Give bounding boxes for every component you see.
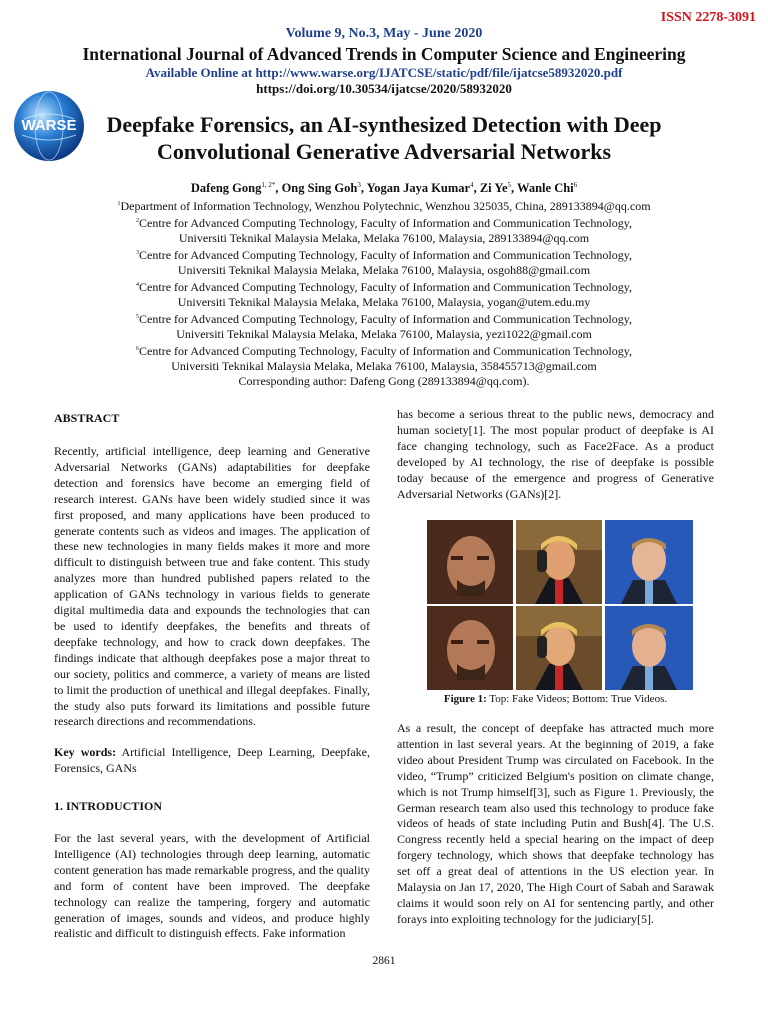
affiliation-text: Department of Information Technology, Wenzhou Polytechnic, Wenzhou 325035, China, 289133894@qq.com <box>120 199 651 213</box>
affiliation-text: Centre for Advanced Computing Technology, Faculty of Information and Communication Technology, <box>139 280 632 294</box>
author-name: Yogan Jaya Kumar <box>366 181 471 196</box>
author-name: Zi Ye <box>479 181 508 196</box>
affiliation-mark: 2 <box>136 218 140 224</box>
author-separator: , <box>511 181 518 196</box>
affiliation-line <box>0 214 768 231</box>
affiliation-line <box>0 231 768 246</box>
affiliation-line <box>0 327 768 342</box>
keywords-text: Artificial Intelligence, Deep Learning, Deepfake, Forensics, GANs <box>54 745 370 775</box>
author-name: Wanle Chi <box>517 181 574 196</box>
affiliation-text: Universiti Teknikal Malaysia Melaka, Melaka 76100, Malaysia, 289133894@qq.com <box>178 231 590 245</box>
fake-frame-3 <box>605 520 693 604</box>
keywords-label: Key words: <box>54 745 117 759</box>
affiliation-text: Universiti Teknikal Malaysia Melaka, Melaka 76100, Malaysia, osgoh88@gmail.com <box>177 263 591 277</box>
fake-frame-2 <box>516 520 602 604</box>
abstract-text: Recently, artificial intelligence, deep learning and Generative Adversarial Networks (GANs) adaptabilities for deepfake detection and forensics have become an emerging field of research interest. GANs have been widely studied since it was first proposed, and many applications have been produced to generate contents such as videos and images. The application of these new technologies in many fields makes it more and more difficult to distinguish between true and fake content. This study analyzes more than hundred published papers related to the application of GANs technology in various fields to generate digital multimedia data and expounds the technologies that can be used to identify deepfakes, the benefits and threats of deepfake technology, and how to crack down deepfakes. The findings indicate that although deepfakes pose a major threat to our society, politics and commerce, a variety of means are listed to limit the production of unethical and illegal deepfakes. Finally, the study also puts forward its limitations and possible future research directions and recommendations. <box>54 444 370 729</box>
affiliation-mark: 3 <box>136 250 140 256</box>
title-line: Convolutional Generative Adversarial Networks <box>156 139 612 164</box>
figure-label: Figure 1: <box>443 693 487 705</box>
introduction-text: For the last several years, with the development of Artificial Intelligence (AI) technologies through deep learning, automatic content generation has made remarkable progress, and the quality and form of content have been improved. The deepfake technology can realize the tampering, forgery and automatic generation of images, sounds and videos, and produce highly realistic and difficult to distinguish effects. Fake information <box>54 831 370 941</box>
affiliation-text: Centre for Advanced Computing Technology, Faculty of Information and Communication Technology, <box>139 216 632 230</box>
author-affiliation-mark: 4 <box>470 181 474 189</box>
keywords <box>54 745 370 777</box>
abstract-heading: ABSTRACT <box>54 411 120 425</box>
affiliation-text: Centre for Advanced Computing Technology, Faculty of Information and Communication Technology, <box>139 248 632 262</box>
affiliation-line <box>0 359 768 374</box>
title-line: Deepfake Forensics, an AI-synthesized Detection with Deep <box>106 112 662 137</box>
affiliation-text: Universiti Teknikal Malaysia Melaka, Melaka 76100, Malaysia, yezi1022@gmail.com <box>176 327 592 341</box>
affiliation-line <box>0 310 768 327</box>
affiliation-text: Universiti Teknikal Malaysia Melaka, Melaka 76100, Malaysia, yogan@utem.edu.my <box>177 295 591 309</box>
logo-text: WARSE <box>21 117 77 134</box>
affiliation-line <box>0 342 768 359</box>
doi-link[interactable]: https://doi.org/10.30534/ijatcse/2020/58932020 <box>256 81 512 96</box>
affiliation-text: Universiti Teknikal Malaysia Melaka, Melaka 76100, Malaysia, 358455713@gmail.com <box>171 359 597 373</box>
true-frame-3 <box>605 606 693 690</box>
affiliation-mark: 5 <box>136 314 140 320</box>
true-frame-2 <box>516 606 602 690</box>
introduction-heading: 1. INTRODUCTION <box>54 799 163 813</box>
true-frame-1 <box>427 606 513 690</box>
affiliation-mark: 4 <box>136 282 140 288</box>
author-list <box>0 181 768 196</box>
available-online-link[interactable]: Available Online at http://www.warse.org/IJATCSE/static/pdf/file/ijatcse58932020.pdf <box>145 65 623 80</box>
affiliation-line <box>0 197 768 214</box>
fake-frame-1 <box>427 520 513 604</box>
affiliation-line <box>0 295 768 310</box>
right-column-paragraph-2: As a result, the concept of deepfake has attracted much more attention in last several years. At the beginning of 2019, a fake video about President Trump was circulated on Facebook. In the video, “Trump” criticized Belgium's position on climate change, which is not Trump himself[3], such as Figure 1. Previously, the German research team also used this technology to produce fake videos of heads of state including Putin and Bush[4]. The U.S. Congress recently held a special hearing on the impact of deep forgery technology, which shows that deepfake technology has set off a great deal of attentions in the US election year. In Malaysia on Jan 17, 2020, The High Court of Sabah and Sarawak claims it would soon rely on AI for sentencing partly, and other forays into exploiting technology for the judiciary[5]. <box>397 721 714 926</box>
figure-1-caption <box>397 693 714 705</box>
warse-logo <box>12 89 86 163</box>
author-separator: , <box>473 181 480 196</box>
author-affiliation-mark: 3 <box>357 181 361 189</box>
author-affiliation-mark: 1, 2* <box>261 181 276 189</box>
affiliations <box>0 197 768 389</box>
author-affiliation-mark: 5 <box>507 181 512 189</box>
issn-label: ISSN 2278-3091 <box>660 10 756 25</box>
affiliation-text: Centre for Advanced Computing Technology, Faculty of Information and Communication Technology, <box>139 344 632 358</box>
volume-line: Volume 9, No.3, May - June 2020 <box>285 26 483 41</box>
affiliation-line <box>0 278 768 295</box>
author-name: Ong Sing Goh <box>281 181 358 196</box>
affiliation-text: Centre for Advanced Computing Technology, Faculty of Information and Communication Technology, <box>139 312 632 326</box>
affiliation-line <box>0 374 768 389</box>
affiliation-text: Corresponding author: Dafeng Gong (289133894@qq.com). <box>238 374 530 388</box>
affiliation-line <box>0 246 768 263</box>
author-name: Dafeng Gong <box>190 181 262 196</box>
page-number: 2861 <box>372 955 396 967</box>
affiliation-line <box>0 263 768 278</box>
figure-1-image <box>427 520 693 690</box>
journal-name: International Journal of Advanced Trends in Computer Science and Engineering <box>82 44 686 64</box>
author-affiliation-mark: 6 <box>573 181 578 189</box>
right-column-paragraph: has become a serious threat to the public news, democracy and human society[1]. The most popular product of deepfake is AI face changing technology, such as Face2Face. As a product developed by AI technology, the rise of deepfake is possible today because of the emergence and progress of Generative Adversarial Networks (GANs)[2]. <box>397 407 714 501</box>
affiliation-mark: 1 <box>117 201 121 207</box>
figure-caption-text: Top: Fake Videos; Bottom: True Videos. <box>486 693 668 705</box>
author-separator: , <box>360 181 367 196</box>
author-separator: , <box>275 181 282 196</box>
affiliation-mark: 6 <box>136 346 140 352</box>
paper-title <box>84 111 684 165</box>
